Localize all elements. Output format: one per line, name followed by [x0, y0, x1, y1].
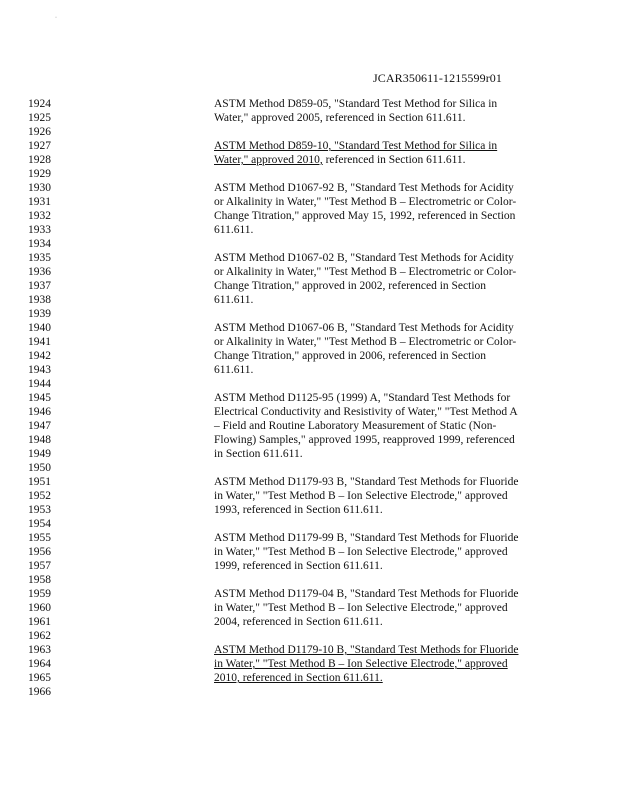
document-id: JCAR350611-1215599r01 — [373, 71, 502, 85]
line-number: 1942 — [28, 350, 51, 362]
text-segment: in Water," "Test Method B – Ion Selective Electrode," approved — [214, 490, 508, 502]
line-number: 1931 — [28, 196, 51, 208]
text-segment: 1993, referenced in Section 611.611. — [214, 504, 383, 516]
text-line — [214, 657, 544, 671]
line-number: 1935 — [28, 252, 51, 264]
text-line — [214, 349, 544, 363]
line-number: 1938 — [28, 294, 51, 306]
text-segment: Electrical Conductivity and Resistivity of Water," "Test Method A — [214, 406, 518, 418]
line-number: 1940 — [28, 322, 51, 334]
text-line — [214, 405, 544, 419]
inserted-text: ASTM Method D859-10, "Standard Test Method for Silica in — [214, 140, 498, 152]
text-line — [214, 475, 544, 489]
line-number: 1941 — [28, 336, 51, 348]
line-number: 1937 — [28, 280, 51, 292]
text-line — [214, 545, 544, 559]
text-segment: ASTM Method D1179-99 B, "Standard Test Methods for Fluoride — [214, 532, 519, 544]
text-segment: or Alkalinity in Water," "Test Method B – Electrometric or Color- — [214, 336, 517, 348]
text-line — [214, 97, 544, 111]
line-number: 1948 — [28, 434, 51, 446]
text-line — [214, 573, 544, 587]
line-number: 1960 — [28, 602, 51, 614]
line-number: 1965 — [28, 672, 51, 684]
text-line — [214, 433, 544, 447]
text-line — [214, 237, 544, 251]
line-number: 1929 — [28, 168, 51, 180]
line-number: 1933 — [28, 224, 51, 236]
line-number: 1953 — [28, 504, 51, 516]
text-segment: Water," approved 2005, referenced in Section 611.611. — [214, 112, 466, 124]
line-number: 1946 — [28, 406, 51, 418]
line-number: 1926 — [28, 126, 51, 138]
text-line — [214, 489, 544, 503]
text-line — [214, 307, 544, 321]
line-number: 1939 — [28, 308, 51, 320]
text-line — [214, 447, 544, 461]
line-number: 1958 — [28, 574, 51, 586]
text-line — [214, 363, 544, 377]
inserted-text: 2010, referenced in Section 611.611. — [214, 672, 383, 684]
text-segment: – Field and Routine Laboratory Measurement of Static (Non- — [214, 420, 497, 432]
line-number: 1952 — [28, 490, 51, 502]
text-segment: ASTM Method D1067-92 B, "Standard Test Methods for Acidity — [214, 182, 514, 194]
text-segment: ASTM Method D1067-06 B, "Standard Test Methods for Acidity — [214, 322, 514, 334]
text-line — [214, 517, 544, 531]
text-line — [214, 321, 544, 335]
text-segment: 611.611. — [214, 294, 254, 306]
text-segment: Change Titration," approved in 2002, referenced in Section — [214, 280, 487, 292]
text-segment: 611.611. — [214, 224, 254, 236]
line-number: 1924 — [28, 98, 51, 110]
text-segment: 611.611. — [214, 364, 254, 376]
text-line — [214, 181, 544, 195]
line-number: 1951 — [28, 476, 51, 488]
text-line — [214, 587, 544, 601]
line-number: 1944 — [28, 378, 51, 390]
text-line — [214, 685, 544, 699]
text-line — [214, 671, 544, 685]
text-segment: or Alkalinity in Water," "Test Method B – Electrometric or Color- — [214, 196, 517, 208]
text-line — [214, 601, 544, 615]
line-number: 1945 — [28, 392, 51, 404]
text-line — [214, 153, 544, 167]
corner-mark: · — [55, 15, 57, 21]
text-segment: ASTM Method D859-05, "Standard Test Method for Silica in — [214, 98, 498, 110]
line-number: 1963 — [28, 644, 51, 656]
text-segment: Change Titration," approved in 2006, referenced in Section — [214, 350, 487, 362]
text-line — [214, 167, 544, 181]
line-number: 1927 — [28, 140, 51, 152]
line-number: 1925 — [28, 112, 51, 124]
text-line — [214, 615, 544, 629]
text-line — [214, 503, 544, 517]
text-line — [214, 125, 544, 139]
text-line — [214, 111, 544, 125]
text-line — [214, 251, 544, 265]
text-line — [214, 629, 544, 643]
text-segment: ASTM Method D1125-95 (1999) A, "Standard Test Methods for — [214, 392, 511, 404]
line-number: 1955 — [28, 532, 51, 544]
line-number: 1964 — [28, 658, 51, 670]
text-segment: Change Titration," approved May 15, 1992, referenced in Section — [214, 210, 516, 222]
line-number: 1928 — [28, 154, 51, 166]
line-number: 1962 — [28, 630, 51, 642]
text-line — [214, 195, 544, 209]
line-number: 1966 — [28, 686, 51, 698]
line-number: 1943 — [28, 364, 51, 376]
document-body — [214, 97, 544, 699]
text-line — [214, 391, 544, 405]
line-number: 1957 — [28, 560, 51, 572]
text-segment: ASTM Method D1067-02 B, "Standard Test Methods for Acidity — [214, 252, 514, 264]
text-line — [214, 643, 544, 657]
line-number: 1961 — [28, 616, 51, 628]
inserted-text: in Water," "Test Method B – Ion Selective Electrode," approved — [214, 658, 508, 670]
text-segment: 1999, referenced in Section 611.611. — [214, 560, 383, 572]
line-number: 1932 — [28, 210, 51, 222]
text-line — [214, 461, 544, 475]
text-line — [214, 265, 544, 279]
text-line — [214, 293, 544, 307]
line-number: 1954 — [28, 518, 51, 530]
text-line — [214, 223, 544, 237]
line-number: 1949 — [28, 448, 51, 460]
text-line — [214, 419, 544, 433]
text-segment: or Alkalinity in Water," "Test Method B – Electrometric or Color- — [214, 266, 517, 278]
text-segment: ASTM Method D1179-93 B, "Standard Test Methods for Fluoride — [214, 476, 519, 488]
line-number: 1950 — [28, 462, 51, 474]
line-number: 1930 — [28, 182, 51, 194]
line-number: 1956 — [28, 546, 51, 558]
text-segment: referenced in Section 611.611. — [322, 154, 466, 166]
text-line — [214, 377, 544, 391]
text-line — [214, 279, 544, 293]
text-line — [214, 139, 544, 153]
text-segment: ASTM Method D1179-04 B, "Standard Test Methods for Fluoride — [214, 588, 519, 600]
line-number: 1934 — [28, 238, 51, 250]
text-line — [214, 335, 544, 349]
text-segment: in Water," "Test Method B – Ion Selective Electrode," approved — [214, 602, 508, 614]
text-line — [214, 531, 544, 545]
text-line — [214, 209, 544, 223]
text-segment: in Water," "Test Method B – Ion Selective Electrode," approved — [214, 546, 508, 558]
line-number: 1947 — [28, 420, 51, 432]
line-number: 1959 — [28, 588, 51, 600]
line-number-gutter — [28, 97, 58, 699]
inserted-text: Water," approved 2010, — [214, 154, 323, 166]
text-line — [214, 559, 544, 573]
inserted-text: ASTM Method D1179-10 B, "Standard Test Methods for Fluoride — [214, 644, 519, 656]
text-segment: Flowing) Samples," approved 1995, reapproved 1999, referenced — [214, 434, 515, 446]
text-segment: in Section 611.611. — [214, 448, 303, 460]
text-segment: 2004, referenced in Section 611.611. — [214, 616, 383, 628]
line-number: 1936 — [28, 266, 51, 278]
